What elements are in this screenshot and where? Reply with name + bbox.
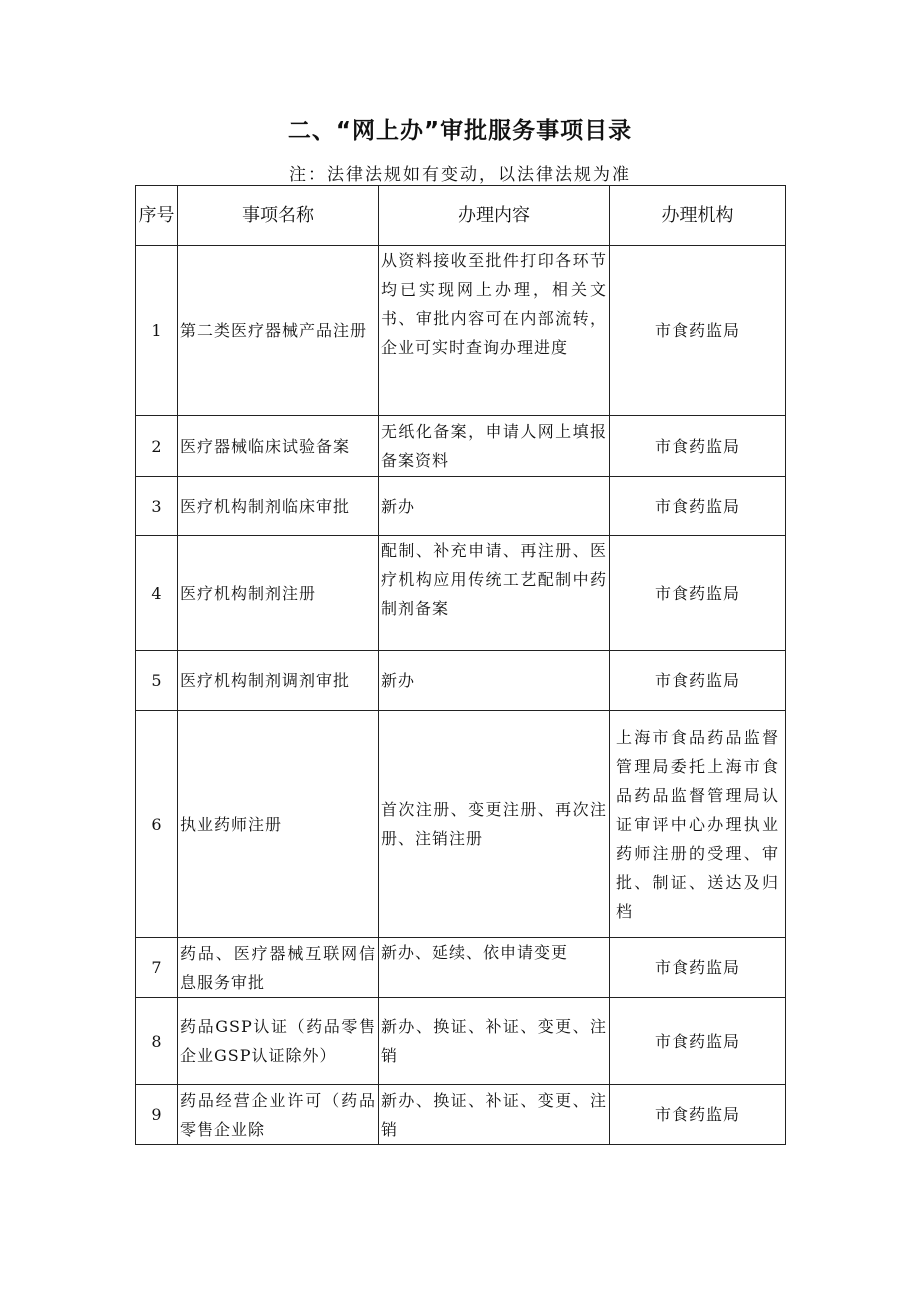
row-agency: 市食药监局 (610, 416, 786, 477)
table-row (136, 416, 786, 477)
row-content: 配制、补充申请、再注册、医疗机构应用传统工艺配制中药制剂备案 (379, 536, 610, 651)
row-seq: 8 (136, 998, 178, 1085)
table-row (136, 998, 786, 1085)
row-seq: 7 (136, 938, 178, 998)
row-content: 无纸化备案，申请人网上填报备案资料 (379, 416, 610, 477)
row-agency: 市食药监局 (610, 477, 786, 536)
row-item-name: 医疗机构制剂注册 (178, 536, 379, 651)
header-seq: 序号 (136, 186, 178, 246)
row-agency: 上海市食品药品监督管理局委托上海市食品药品监督管理局认证审评中心办理执业药师注册的受理、审批、制证、送达及归档 (610, 711, 786, 938)
header-item-name: 事项名称 (178, 186, 379, 246)
page-title: 二、“网上办”审批服务事项目录 (287, 118, 633, 144)
row-seq: 5 (136, 651, 178, 711)
row-seq: 2 (136, 416, 178, 477)
legal-note: 注：法律法规如有变动，以法律法规为准 (289, 165, 631, 185)
row-content: 新办 (379, 651, 610, 711)
row-agency: 市食药监局 (610, 536, 786, 651)
row-item-name: 药品GSP认证（药品零售企业GSP认证除外） (178, 998, 379, 1085)
row-content: 从资料接收至批件打印各环节均已实现网上办理，相关文书、审批内容可在内部流转，企业可实时查询办理进度 (379, 246, 610, 416)
row-seq: 3 (136, 477, 178, 536)
row-seq: 1 (136, 246, 178, 416)
approval-items-table (135, 185, 786, 1145)
row-item-name: 药品、医疗器械互联网信息服务审批 (178, 938, 379, 998)
header-content: 办理内容 (379, 186, 610, 246)
row-seq: 4 (136, 536, 178, 651)
row-content: 新办、换证、补证、变更、注销 (379, 1085, 610, 1145)
row-content: 新办 (379, 477, 610, 536)
row-item-name: 执业药师注册 (178, 711, 379, 938)
table-row (136, 711, 786, 938)
row-item-name: 药品经营企业许可（药品零售企业除 (178, 1085, 379, 1145)
row-item-name: 医疗机构制剂调剂审批 (178, 651, 379, 711)
row-agency: 市食药监局 (610, 1085, 786, 1145)
row-content: 新办、换证、补证、变更、注销 (379, 998, 610, 1085)
table-header-row (136, 186, 786, 246)
table-row (136, 536, 786, 651)
table-row (136, 477, 786, 536)
table-row (136, 938, 786, 998)
row-agency: 市食药监局 (610, 246, 786, 416)
row-seq: 6 (136, 711, 178, 938)
row-item-name: 医疗机构制剂临床审批 (178, 477, 379, 536)
row-item-name: 医疗器械临床试验备案 (178, 416, 379, 477)
table-row (136, 246, 786, 416)
row-item-name: 第二类医疗器械产品注册 (178, 246, 379, 416)
row-agency: 市食药监局 (610, 938, 786, 998)
row-content: 新办、延续、依申请变更 (379, 938, 610, 998)
row-seq: 9 (136, 1085, 178, 1145)
row-content: 首次注册、变更注册、再次注册、注销注册 (379, 711, 610, 938)
table-row (136, 1085, 786, 1145)
row-agency: 市食药监局 (610, 651, 786, 711)
table-row (136, 651, 786, 711)
header-agency: 办理机构 (610, 186, 786, 246)
row-agency: 市食药监局 (610, 998, 786, 1085)
